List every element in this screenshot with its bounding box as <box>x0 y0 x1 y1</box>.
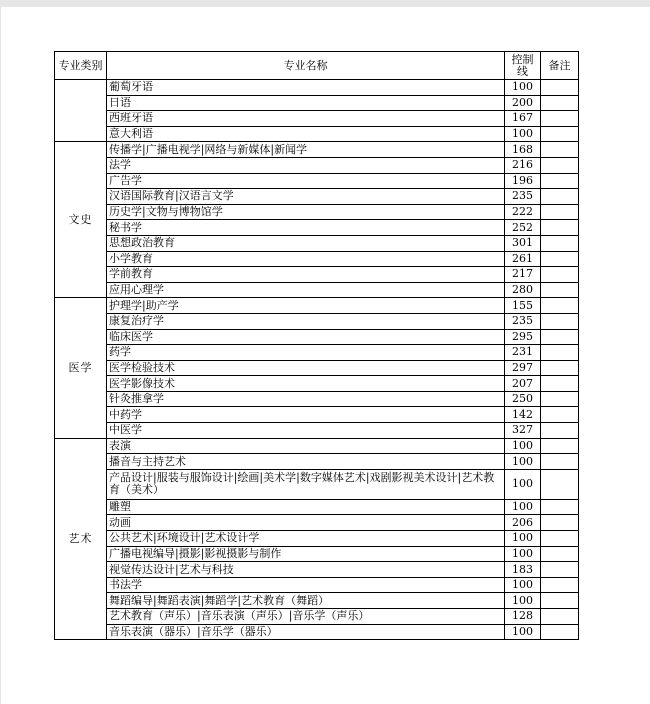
table-row <box>55 298 579 314</box>
major-name-cell: 广播电视编导|摄影|影视摄影与制作 <box>107 546 505 562</box>
note-cell <box>541 515 579 531</box>
control-line-cell: 280 <box>505 282 541 298</box>
note-cell <box>541 562 579 578</box>
table-row <box>55 454 579 470</box>
table-row <box>55 313 579 329</box>
major-name-cell: 历史学|文物与博物馆学 <box>107 204 505 220</box>
table-row <box>55 562 579 578</box>
category-cell: 艺术 <box>55 438 107 640</box>
control-line-cell: 207 <box>505 376 541 392</box>
note-cell <box>541 438 579 454</box>
note-cell <box>541 609 579 625</box>
control-line-cell: 168 <box>505 142 541 158</box>
table-row <box>55 469 579 499</box>
table-row <box>55 329 579 345</box>
note-cell <box>541 204 579 220</box>
category-cell: 文史 <box>55 142 107 298</box>
note-cell <box>541 298 579 314</box>
control-line-cell: 216 <box>505 157 541 173</box>
major-name-cell: 思想政治教育 <box>107 235 505 251</box>
note-cell <box>541 251 579 267</box>
table-row <box>55 360 579 376</box>
major-name-cell: 表演 <box>107 438 505 454</box>
major-name-cell: 意大利语 <box>107 126 505 142</box>
major-name-cell: 学前教育 <box>107 267 505 283</box>
control-line-cell: 252 <box>505 220 541 236</box>
header-control-line: 控制线 <box>505 52 541 80</box>
table-row <box>55 282 579 298</box>
header-category: 专业类别 <box>55 52 107 80</box>
control-line-cell: 100 <box>505 454 541 470</box>
table-row <box>55 173 579 189</box>
major-name-cell: 动画 <box>107 515 505 531</box>
admission-score-table <box>54 51 579 640</box>
major-name-cell: 播音与主持艺术 <box>107 454 505 470</box>
major-name-cell: 临床医学 <box>107 329 505 345</box>
major-name-cell: 视觉传达设计|艺术与科技 <box>107 562 505 578</box>
document-page <box>1 7 650 704</box>
control-line-cell: 196 <box>505 173 541 189</box>
control-line-cell: 142 <box>505 407 541 423</box>
note-cell <box>541 454 579 470</box>
table-row <box>55 546 579 562</box>
control-line-cell: 235 <box>505 313 541 329</box>
major-name-cell: 广告学 <box>107 173 505 189</box>
control-line-cell: 217 <box>505 267 541 283</box>
note-cell <box>541 126 579 142</box>
note-cell <box>541 235 579 251</box>
note-cell <box>541 282 579 298</box>
major-name-cell: 医学检验技术 <box>107 360 505 376</box>
note-cell <box>541 407 579 423</box>
note-cell <box>541 499 579 515</box>
control-line-cell: 297 <box>505 360 541 376</box>
table-row <box>55 235 579 251</box>
note-cell <box>541 80 579 96</box>
header-major: 专业名称 <box>107 52 505 80</box>
note-cell <box>541 624 579 640</box>
table-row <box>55 593 579 609</box>
note-cell <box>541 593 579 609</box>
category-cell <box>55 80 107 142</box>
control-line-cell: 200 <box>505 95 541 111</box>
table-row <box>55 204 579 220</box>
major-name-cell: 雕塑 <box>107 499 505 515</box>
control-line-cell: 128 <box>505 609 541 625</box>
table-row <box>55 80 579 96</box>
control-line-cell: 100 <box>505 438 541 454</box>
major-name-cell: 小学教育 <box>107 251 505 267</box>
control-line-cell: 100 <box>505 531 541 547</box>
category-cell: 医学 <box>55 298 107 438</box>
table-row <box>55 126 579 142</box>
table-row <box>55 438 579 454</box>
table-row <box>55 609 579 625</box>
table-row <box>55 142 579 158</box>
control-line-cell: 261 <box>505 251 541 267</box>
major-name-cell: 护理学|助产学 <box>107 298 505 314</box>
note-cell <box>541 531 579 547</box>
note-cell <box>541 376 579 392</box>
major-name-cell: 传播学|广播电视学|网络与新媒体|新闻学 <box>107 142 505 158</box>
note-cell <box>541 423 579 439</box>
note-cell <box>541 189 579 205</box>
major-name-cell: 应用心理学 <box>107 282 505 298</box>
major-name-cell: 中医学 <box>107 423 505 439</box>
table-row <box>55 220 579 236</box>
control-line-cell: 235 <box>505 189 541 205</box>
major-name-cell: 音乐表演（器乐）|音乐学（器乐） <box>107 624 505 640</box>
note-cell <box>541 329 579 345</box>
table-row <box>55 423 579 439</box>
major-name-cell: 汉语国际教育|汉语言文学 <box>107 189 505 205</box>
table-row <box>55 95 579 111</box>
note-cell <box>541 391 579 407</box>
control-line-cell: 222 <box>505 204 541 220</box>
control-line-cell: 301 <box>505 235 541 251</box>
major-name-cell: 舞蹈编导|舞蹈表演|舞蹈学|艺术教育（舞蹈） <box>107 593 505 609</box>
table-body <box>55 80 579 640</box>
control-line-cell: 327 <box>505 423 541 439</box>
note-cell <box>541 345 579 361</box>
note-cell <box>541 142 579 158</box>
table-row <box>55 407 579 423</box>
table-row <box>55 189 579 205</box>
control-line-cell: 155 <box>505 298 541 314</box>
note-cell <box>541 173 579 189</box>
note-cell <box>541 220 579 236</box>
major-name-cell: 医学影像技术 <box>107 376 505 392</box>
note-cell <box>541 157 579 173</box>
control-line-cell: 100 <box>505 577 541 593</box>
note-cell <box>541 111 579 127</box>
major-name-cell: 葡萄牙语 <box>107 80 505 96</box>
note-cell <box>541 577 579 593</box>
control-line-cell: 100 <box>505 546 541 562</box>
control-line-cell: 167 <box>505 111 541 127</box>
note-cell <box>541 469 579 499</box>
major-name-cell: 秘书学 <box>107 220 505 236</box>
note-cell <box>541 360 579 376</box>
note-cell <box>541 95 579 111</box>
major-name-cell: 中药学 <box>107 407 505 423</box>
table-row <box>55 267 579 283</box>
control-line-cell: 100 <box>505 624 541 640</box>
major-name-cell: 针灸推拿学 <box>107 391 505 407</box>
table-row <box>55 577 579 593</box>
control-line-cell: 100 <box>505 126 541 142</box>
header-note: 备注 <box>541 52 579 80</box>
table-row <box>55 376 579 392</box>
table-row <box>55 345 579 361</box>
control-line-cell: 231 <box>505 345 541 361</box>
major-name-cell: 产品设计|服装与服饰设计|绘画|美术学|数字媒体艺术|戏剧影视美术设计|艺术教育（美术） <box>107 469 505 499</box>
major-name-cell: 艺术教育（声乐）|音乐表演（声乐）|音乐学（声乐） <box>107 609 505 625</box>
major-name-cell: 法学 <box>107 157 505 173</box>
table-row <box>55 624 579 640</box>
note-cell <box>541 313 579 329</box>
control-line-cell: 250 <box>505 391 541 407</box>
major-name-cell: 西班牙语 <box>107 111 505 127</box>
table-row <box>55 515 579 531</box>
major-name-cell: 药学 <box>107 345 505 361</box>
table-row <box>55 111 579 127</box>
table-row <box>55 499 579 515</box>
major-name-cell: 公共艺术|环境设计|艺术设计学 <box>107 531 505 547</box>
major-name-cell: 日语 <box>107 95 505 111</box>
table-row <box>55 391 579 407</box>
control-line-cell: 295 <box>505 329 541 345</box>
control-line-cell: 100 <box>505 80 541 96</box>
table-row <box>55 157 579 173</box>
control-line-cell: 100 <box>505 469 541 499</box>
control-line-cell: 100 <box>505 499 541 515</box>
major-name-cell: 书法学 <box>107 577 505 593</box>
control-line-cell: 183 <box>505 562 541 578</box>
major-name-cell: 康复治疗学 <box>107 313 505 329</box>
control-line-cell: 206 <box>505 515 541 531</box>
table-row <box>55 251 579 267</box>
table-header-row <box>55 52 579 80</box>
note-cell <box>541 267 579 283</box>
note-cell <box>541 546 579 562</box>
control-line-cell: 100 <box>505 593 541 609</box>
table-row <box>55 531 579 547</box>
